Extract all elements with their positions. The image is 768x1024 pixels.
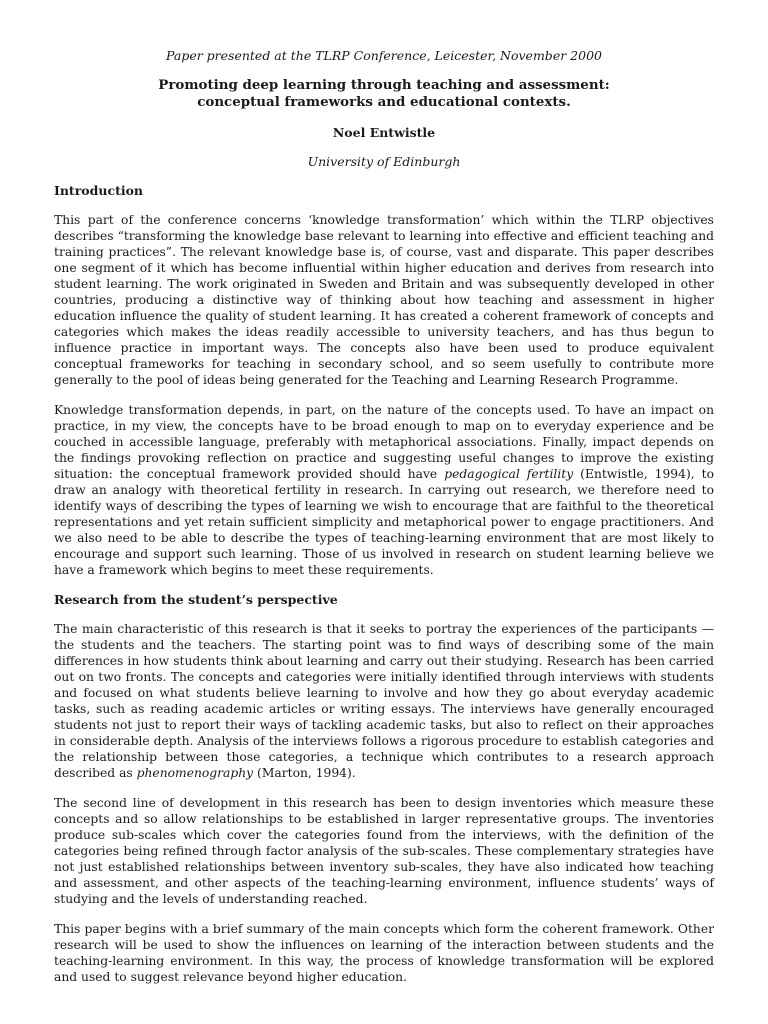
intro-p2-text-b: (Entwistle, 1994), to draw an analogy with theoretical fertility in research. In carrying out research, we therefore need to identify ways of describing the types of learning we wish to encourage that are faithful to the theoretical representations and yet retain sufficient simplicity and metaphorical power to engage practitioners. And we also need to be able to describe the types of teaching-learning environment that are most likely to encourage and support such learning. Those of us involved in research on student learning believe we have a framework which begins to meet these requirements.	[54, 467, 715, 577]
research-paragraph-3: This paper begins with a brief summary of the main concepts which form the coherent framework. Other research will be used to show the influences on learning of the interaction between students and the teaching-learning environment. In this way, the process of knowledge transformation will be explored and used to suggest relevance beyond higher education.	[54, 922, 714, 984]
section-heading-introduction: Introduction	[54, 183, 144, 198]
research-paragraph-2: The second line of development in this research has been to design inventories which measure these concepts and so allow relationships to be established in larger representative groups. The inventories produce sub-scales which cover the categories found from the interviews, with the definition of the categories being refined through factor analysis of the sub-scales. These complementary strategies have not just established relationships between inventory sub-scales, they have also indicated how teaching and assessment, and other aspects of the teaching-learning environment, influence students’ ways of studying and the levels of understanding reached.	[54, 796, 714, 906]
title-line-1: Promoting deep learning through teaching and assessment:	[158, 77, 610, 93]
conference-note: Paper presented at the TLRP Conference, Leicester, November 2000	[166, 48, 602, 63]
author-affiliation: University of Edinburgh	[307, 154, 461, 169]
intro-p2-text-a: Knowledge transformation depends, in part, on the nature of the concepts used. To have an impact on practice, in my view, the concepts have to be broad enough to map on to everyday experience and be couched in accessible language, preferably with metaphorical associations. Finally, impact depends on the findings provoking reflection on practice and suggesting useful changes to improve the existing situation: the conceptual framework provided should have	[54, 403, 714, 481]
section-heading-research: Research from the student’s perspective	[54, 592, 338, 607]
research-p1-text-a: The main characteristic of this research is that it seeks to portray the experiences of the participants — the students and the teachers. The starting point was to find ways of describing some of the main differences in how students think about learning and carry out their studying. Research has been carried out on two fronts. The concepts and categories were initially identified through interviews with students and focused on what students believe learning to involve and how they go about everyday academic tasks, such as reading academic articles or writing essays. The interviews have generally encouraged students not just to report their ways of tackling academic tasks, but also to reflect on their approaches in considerable depth. Analysis of the interviews follows a rigorous procedure to establish categories and the relationship between those categories, a technique which contributes to a research approach described as	[54, 622, 714, 780]
intro-paragraph-1: This part of the conference concerns ‘knowledge transformation’ which within the TLRP objectives describes “transforming the knowledge base relevant to learning into effective and efficient teaching and training practices”. The relevant knowledge base is, of course, vast and disparate. This paper describes one segment of it which has become influential within higher education and derives from research into student learning. The work originated in Sweden and Britain and was subsequently developed in other countries, producing a distinctive way of thinking about how teaching and assessment in higher education influence the quality of student learning. It has created a coherent framework of concepts and categories which makes the ideas readily accessible to university teachers, and has thus begun to influence practice in important ways. The concepts also have been used to produce equivalent conceptual frameworks for teaching in secondary school, and so seem usefully to contribute more generally to the pool of ideas being generated for the Teaching and Learning Research Programme.	[54, 213, 714, 387]
intro-p2-emphasis: pedagogical fertility	[444, 467, 574, 481]
author-name: Noel Entwistle	[332, 125, 436, 140]
research-p1-emphasis: phenomenography	[136, 766, 254, 780]
research-p1-text-b: (Marton, 1994).	[253, 766, 356, 780]
intro-paragraph-2	[54, 402, 714, 578]
paper-title	[54, 77, 714, 111]
title-line-2: conceptual frameworks and educational contexts.	[197, 94, 571, 110]
research-paragraph-1	[54, 621, 714, 781]
